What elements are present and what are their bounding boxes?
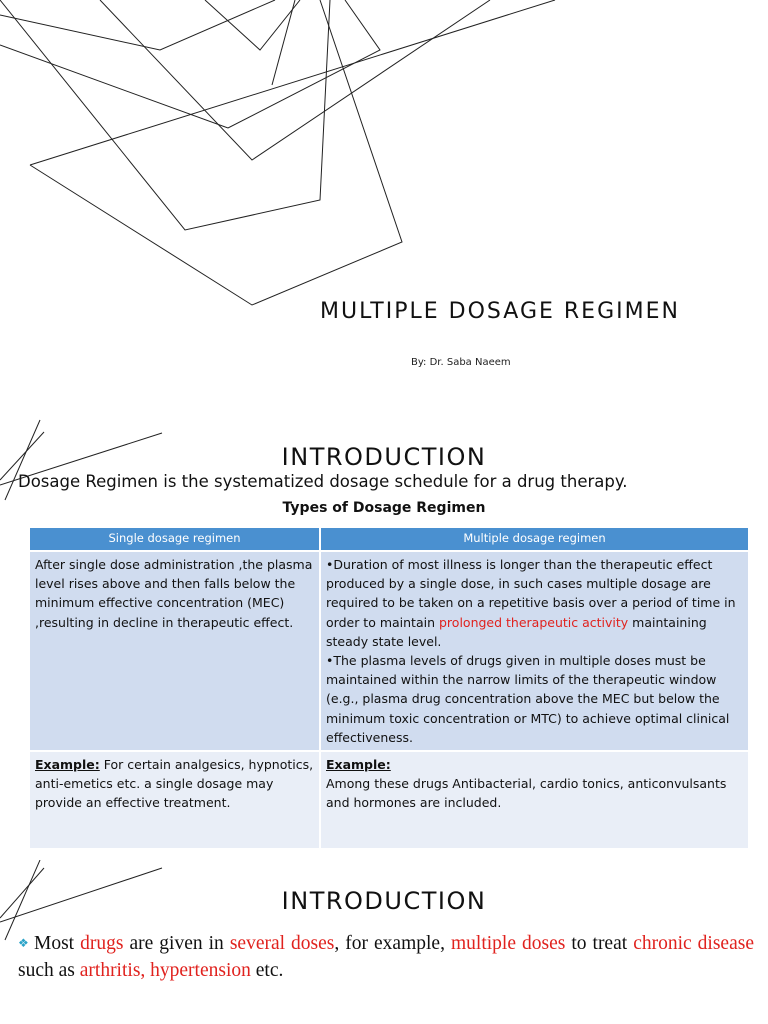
highlighted-term: prolonged therapeutic activity <box>439 614 629 630</box>
dosage-regimen-table <box>30 528 750 848</box>
slide-title: INTRODUCTION <box>281 887 487 915</box>
example-text: For certain analgesics, hypnotics, anti-emetics etc. a single dosage may provide an effective treatment. <box>35 757 314 811</box>
header-multiple-dosage: Multiple dosage regimen <box>320 528 749 551</box>
multi-desc-text-end: maintaining steady state level. <box>326 614 707 649</box>
text-run: , for example, <box>334 933 451 954</box>
title-slide <box>0 0 768 395</box>
slide-title: INTRODUCTION <box>281 443 487 471</box>
single-dosage-example <box>30 751 320 848</box>
introduction-slide <box>0 400 768 855</box>
presentation-title: MULTIPLE DOSAGE REGIMEN <box>320 299 680 324</box>
highlighted-term: multiple doses <box>450 933 566 954</box>
example-label: Example: <box>326 757 391 773</box>
decorative-lines <box>0 0 768 395</box>
multiple-dosage-example <box>320 751 749 848</box>
diamond-bullet-icon: ❖ <box>18 936 29 950</box>
multi-desc-text: •Duration of most illness is longer than the therapeutic effect produced by a single dose, in such cases multiple dosage are required to be taken on a repetitive basis over a period of time in order to maintain <box>326 557 736 630</box>
multi-desc-second-point: •The plasma levels of drugs given in multiple doses must be maintained within the narrow limits of the therapeutic window (e.g., plasma drug concentration above the MEC but below the minimum toxic concentration or MTC) to achieve optimal clinical effectiveness. <box>326 653 730 745</box>
text-run: are given in <box>123 933 230 954</box>
highlighted-term: several doses <box>229 933 335 954</box>
definition-text: Dosage Regimen is the systematized dosage schedule for a drug therapy. <box>18 472 628 491</box>
highlighted-term: arthritis, hypertension <box>79 960 251 981</box>
body-paragraph <box>18 930 754 984</box>
single-dosage-description <box>30 551 320 751</box>
single-desc-text: After single dose administration ,the plasma level rises above and then falls below the minimum effective concentration (MEC) ,resulting in decline in therapeutic effect. <box>35 557 313 630</box>
highlighted-term: chronic disease <box>633 933 754 954</box>
author-byline: By: Dr. Saba Naeem <box>411 357 511 368</box>
example-text: Among these drugs Antibacterial, cardio tonics, anticonvulsants and hormones are included. <box>326 776 727 811</box>
table-row <box>30 751 749 848</box>
example-label: Example: <box>35 757 100 773</box>
text-run: etc. <box>250 960 284 981</box>
introduction-text-slide <box>0 860 768 1024</box>
text-run: Most <box>34 933 81 954</box>
header-single-dosage: Single dosage regimen <box>30 528 320 551</box>
text-run: to treat <box>565 933 634 954</box>
highlighted-term: drugs <box>80 933 124 954</box>
table-row <box>30 551 749 751</box>
multiple-dosage-description <box>320 551 749 751</box>
table-title: Types of Dosage Regimen <box>282 500 486 516</box>
text-run: such as <box>18 960 80 981</box>
